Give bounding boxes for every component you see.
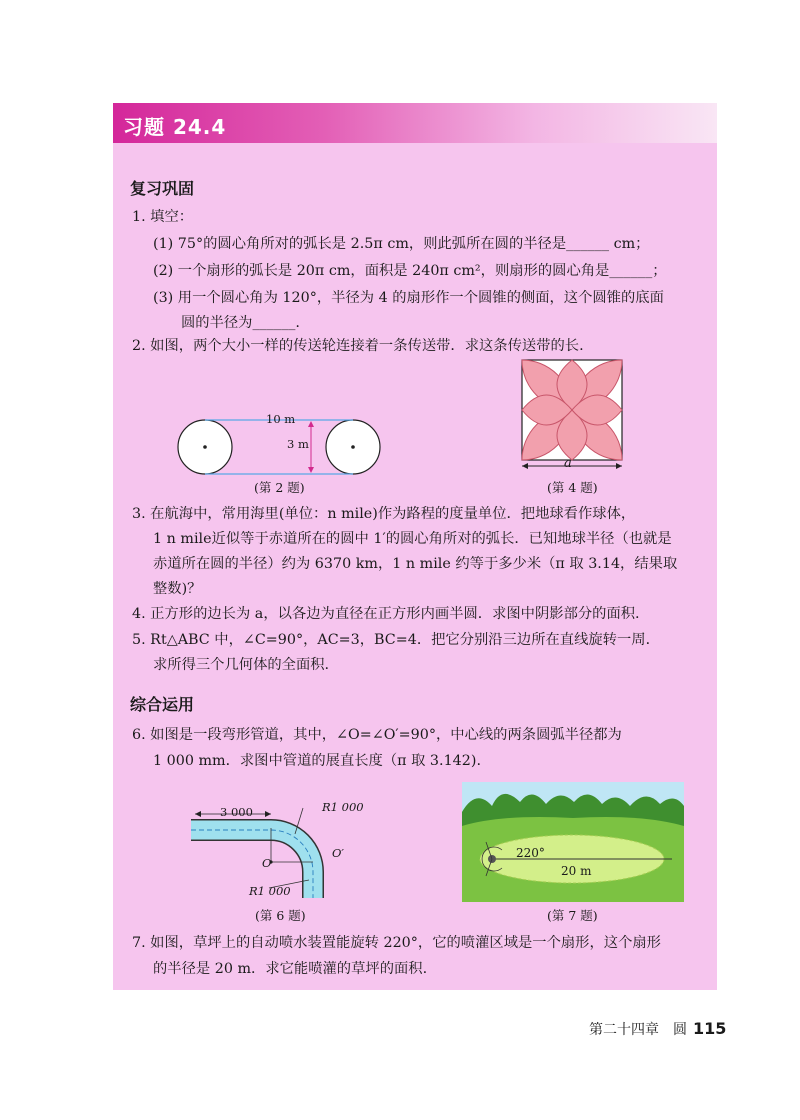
problem-5-line-2: 求所得三个几何体的全面积. bbox=[153, 657, 330, 673]
exercise-header bbox=[113, 103, 717, 143]
figure-7-caption: (第 7 题) bbox=[547, 908, 598, 923]
figure-6-center-1: O bbox=[262, 856, 272, 870]
figure-2-length-label: 10 m bbox=[266, 412, 296, 426]
figure-6-caption: (第 6 题) bbox=[255, 908, 306, 923]
problem-3-line-2: 1 n mile近似等于赤道所在的圆中 1′的圆心角所对的弧长．已知地球半径（也就是 bbox=[153, 531, 672, 547]
problem-6-line-2: 1 000 mm．求图中管道的展直长度（π 取 3.142). bbox=[153, 753, 481, 769]
problem-4: 4. 正方形的边长为 a，以各边为直径在正方形内画半圆．求图中阴影部分的面积. bbox=[132, 606, 640, 622]
problem-1-c1: (3) 用一个圆心角为 120°，半径为 4 的扇形作一个圆锥的侧面，这个圆锥的底面 bbox=[153, 290, 664, 306]
figure-7-lawn bbox=[462, 782, 684, 902]
problem-1-a: (1) 75°的圆心角所对的弧长是 2.5π cm，则此弧所在圆的半径是______ cm； bbox=[153, 236, 650, 252]
problem-5-line-1: 5. Rt△ABC 中，∠C=90°，AC=3，BC=4．把它分别沿三边所在直线旋转一周． bbox=[132, 632, 660, 648]
figure-2-caption: (第 2 题) bbox=[254, 480, 305, 495]
figure-4-petals bbox=[518, 358, 628, 472]
exercise-title: 习题 24.4 bbox=[123, 115, 227, 139]
problem-2: 2. 如图，两个大小一样的传送轮连接着一条传送带．求这条传送带的长. bbox=[132, 338, 584, 354]
section-title-review: 复习巩固 bbox=[130, 179, 195, 198]
footer-chapter: 第二十四章 圆 bbox=[589, 1022, 687, 1038]
figure-6-straight-label: 3 000 bbox=[220, 805, 253, 819]
problem-7-line-1: 7. 如图，草坪上的自动喷水装置能旋转 220°，它的喷灌区域是一个扇形，这个扇形 bbox=[132, 935, 661, 951]
page-footer bbox=[589, 1019, 726, 1039]
problem-7-line-2: 的半径是 20 m．求它能喷灌的草坪的面积. bbox=[153, 961, 428, 977]
figure-7-angle-label: 220° bbox=[516, 846, 545, 860]
problem-1-c2: 圆的半径为______. bbox=[181, 315, 300, 331]
figure-6-radius-bottom: R1 000 bbox=[249, 884, 291, 898]
figure-6-center-2: O′ bbox=[332, 846, 345, 860]
figure-4-caption: (第 4 题) bbox=[547, 480, 598, 495]
section-title-apply: 综合运用 bbox=[130, 695, 195, 714]
figure-4-side-label: a bbox=[564, 456, 572, 471]
problem-3-line-1: 3. 在航海中，常用海里(单位：n mile)作为路程的度量单位．把地球看作球体， bbox=[132, 506, 636, 522]
figure-2-gap-label: 3 m bbox=[287, 437, 309, 451]
problem-6-line-1: 6. 如图是一段弯形管道，其中，∠O=∠O′=90°，中心线的两条圆弧半径都为 bbox=[132, 727, 622, 743]
problem-1-b: (2) 一个扇形的弧长是 20π cm，面积是 240π cm²，则扇形的圆心角是______； bbox=[153, 263, 667, 279]
figure-6-radius-top: R1 000 bbox=[322, 800, 364, 814]
figure-7-radius-label: 20 m bbox=[561, 864, 592, 878]
page-number: 115 bbox=[693, 1019, 727, 1038]
problem-3-line-4: 整数)？ bbox=[153, 581, 202, 597]
problem-1-intro: 1. 填空： bbox=[132, 209, 194, 225]
problem-3-line-3: 赤道所在圆的半径）约为 6370 km，1 n mile 约等于多少米（π 取 3.14，结果取 bbox=[153, 556, 678, 572]
